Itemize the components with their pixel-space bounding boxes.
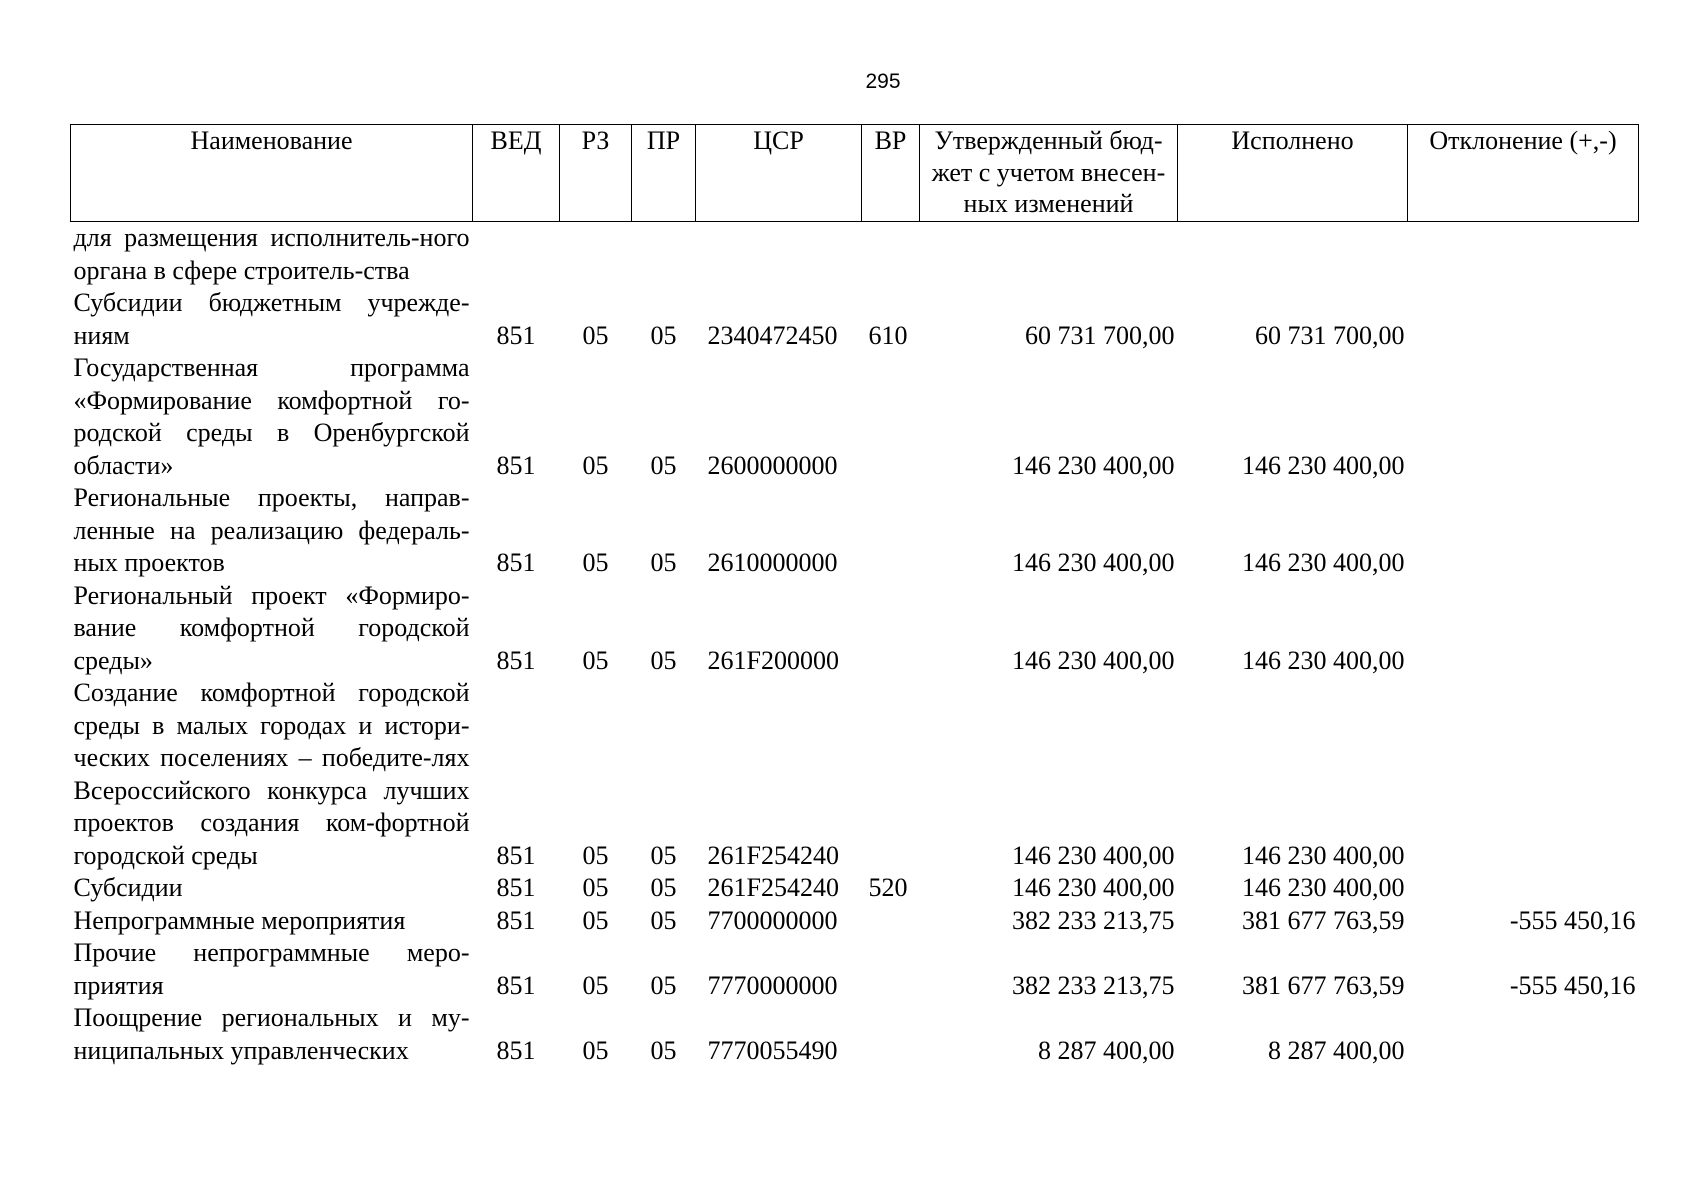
cell-name: Субсидии bbox=[73, 873, 183, 902]
header-ved: ВЕД bbox=[473, 125, 560, 222]
cell-approved: 8 287 400,00 bbox=[1038, 1035, 1175, 1065]
page-number: 295 bbox=[865, 70, 901, 93]
cell-name: Государственная программа «Формирование комфортной го-родской среды в Оренбургской области» bbox=[73, 353, 470, 480]
cell-ved: 851 bbox=[496, 873, 536, 902]
cell-ved: 851 bbox=[496, 320, 536, 350]
table-row bbox=[71, 905, 1639, 938]
table-row bbox=[71, 677, 1639, 872]
cell-approved: 146 230 400,00 bbox=[1012, 548, 1175, 577]
cell-name: Поощрение региональных и му-ниципальных управленческих bbox=[73, 1003, 470, 1065]
cell-executed: 146 230 400,00 bbox=[1242, 450, 1405, 480]
cell-executed: 381 677 763,59 bbox=[1242, 970, 1405, 1000]
cell-vr bbox=[862, 352, 920, 482]
cell-csr bbox=[696, 222, 862, 288]
cell-name: Создание комфортной городской среды в малых городах и истори-ческих поселениях – победите-лях Всероссийского конкурса лучших проектов создания ком-фортной городской среды bbox=[73, 678, 470, 870]
cell-csr: 261F254240 bbox=[707, 873, 839, 902]
table-row bbox=[71, 352, 1639, 482]
cell-executed bbox=[1178, 222, 1408, 288]
header-csr: ЦСР bbox=[696, 125, 862, 222]
cell-csr: 2600000000 bbox=[707, 450, 838, 480]
cell-deviation bbox=[1408, 677, 1639, 872]
cell-pr: 05 bbox=[650, 905, 677, 935]
cell-ved: 851 bbox=[496, 450, 536, 480]
cell-approved: 146 230 400,00 bbox=[1012, 645, 1175, 675]
cell-csr: 7770055490 bbox=[707, 1035, 838, 1065]
cell-ved: 851 bbox=[496, 645, 536, 675]
cell-rz: 05 bbox=[582, 840, 609, 870]
cell-vr: 520 bbox=[868, 873, 908, 902]
table-row bbox=[71, 1002, 1639, 1067]
cell-name: Непрограммные мероприятия bbox=[73, 905, 406, 935]
table-row bbox=[71, 287, 1639, 352]
cell-ved: 851 bbox=[496, 840, 536, 870]
cell-csr: 2610000000 bbox=[707, 548, 838, 577]
cell-vr bbox=[862, 222, 920, 288]
cell-pr: 05 bbox=[650, 320, 677, 350]
cell-deviation bbox=[1408, 872, 1639, 905]
cell-vr bbox=[862, 937, 920, 1002]
cell-deviation: -555 450,16 bbox=[1509, 970, 1636, 1000]
cell-executed: 8 287 400,00 bbox=[1268, 1035, 1405, 1065]
cell-pr: 05 bbox=[650, 873, 677, 902]
cell-deviation bbox=[1408, 580, 1639, 678]
cell-rz bbox=[560, 222, 632, 288]
cell-name: Прочие непрограммные меро-приятия bbox=[73, 938, 470, 1000]
cell-executed: 381 677 763,59 bbox=[1242, 905, 1405, 935]
cell-ved: 851 bbox=[496, 548, 536, 577]
cell-csr: 261F200000 bbox=[707, 645, 839, 675]
cell-name: Региональный проект «Формиро-вание комфортной городской среды» bbox=[73, 580, 470, 675]
cell-pr: 05 bbox=[650, 548, 677, 577]
header-approved-budget: Утвержденный бюд-жет с учетом внесен-ных изменений bbox=[920, 125, 1178, 222]
cell-csr: 7700000000 bbox=[707, 905, 838, 935]
table-row bbox=[71, 482, 1639, 580]
cell-ved: 851 bbox=[496, 905, 536, 935]
cell-vr bbox=[862, 905, 920, 938]
cell-approved: 146 230 400,00 bbox=[1012, 840, 1175, 870]
cell-rz: 05 bbox=[582, 905, 609, 935]
header-deviation: Отклонение (+,-) bbox=[1408, 125, 1639, 222]
cell-approved: 146 230 400,00 bbox=[1012, 450, 1175, 480]
cell-rz: 05 bbox=[582, 450, 609, 480]
cell-name: для размещения исполнитель-ного органа в сфере строитель-ства bbox=[73, 223, 470, 285]
cell-ved: 851 bbox=[496, 1035, 536, 1065]
table-row bbox=[71, 872, 1639, 905]
cell-approved: 146 230 400,00 bbox=[1012, 873, 1175, 902]
cell-deviation bbox=[1408, 222, 1639, 288]
table-body bbox=[71, 222, 1639, 1068]
table-header bbox=[71, 125, 1639, 222]
cell-rz: 05 bbox=[582, 645, 609, 675]
cell-pr: 05 bbox=[650, 645, 677, 675]
cell-executed: 146 230 400,00 bbox=[1242, 840, 1405, 870]
cell-approved bbox=[920, 222, 1178, 288]
cell-deviation bbox=[1408, 352, 1639, 482]
cell-csr: 261F254240 bbox=[707, 840, 839, 870]
cell-pr: 05 bbox=[650, 450, 677, 480]
header-name: Наименование bbox=[71, 125, 473, 222]
header-pr: ПР bbox=[632, 125, 696, 222]
cell-ved bbox=[473, 222, 560, 288]
cell-rz: 05 bbox=[582, 320, 609, 350]
cell-approved: 60 731 700,00 bbox=[1025, 320, 1175, 350]
cell-pr: 05 bbox=[650, 1035, 677, 1065]
cell-executed: 60 731 700,00 bbox=[1255, 320, 1405, 350]
cell-executed: 146 230 400,00 bbox=[1242, 645, 1405, 675]
cell-deviation bbox=[1408, 1002, 1639, 1067]
table-row bbox=[71, 580, 1639, 678]
cell-csr: 2340472450 bbox=[707, 320, 838, 350]
table-row bbox=[71, 937, 1639, 1002]
cell-executed: 146 230 400,00 bbox=[1242, 873, 1405, 902]
cell-vr bbox=[862, 1002, 920, 1067]
cell-executed: 146 230 400,00 bbox=[1242, 548, 1405, 577]
cell-deviation: -555 450,16 bbox=[1509, 905, 1636, 935]
cell-pr: 05 bbox=[650, 970, 677, 1000]
cell-name: Субсидии бюджетным учрежде-ниям bbox=[73, 288, 470, 350]
header-rz: РЗ bbox=[560, 125, 632, 222]
table-row bbox=[71, 222, 1639, 288]
cell-csr: 7770000000 bbox=[707, 970, 838, 1000]
cell-deviation bbox=[1408, 482, 1639, 580]
header-executed: Исполнено bbox=[1178, 125, 1408, 222]
cell-pr bbox=[632, 222, 696, 288]
cell-pr: 05 bbox=[650, 840, 677, 870]
cell-deviation bbox=[1408, 287, 1639, 352]
budget-table bbox=[70, 124, 1639, 1067]
cell-vr bbox=[862, 580, 920, 678]
cell-vr: 610 bbox=[868, 320, 908, 350]
cell-rz: 05 bbox=[582, 1035, 609, 1065]
cell-rz: 05 bbox=[582, 970, 609, 1000]
cell-ved: 851 bbox=[496, 970, 536, 1000]
header-vr: ВР bbox=[862, 125, 920, 222]
cell-approved: 382 233 213,75 bbox=[1012, 905, 1175, 935]
cell-approved: 382 233 213,75 bbox=[1012, 970, 1175, 1000]
cell-rz: 05 bbox=[582, 873, 609, 902]
cell-rz: 05 bbox=[582, 548, 609, 577]
cell-name: Региональные проекты, направ-ленные на реализацию федераль-ных проектов bbox=[73, 483, 470, 577]
cell-vr bbox=[862, 482, 920, 580]
cell-vr bbox=[862, 677, 920, 872]
